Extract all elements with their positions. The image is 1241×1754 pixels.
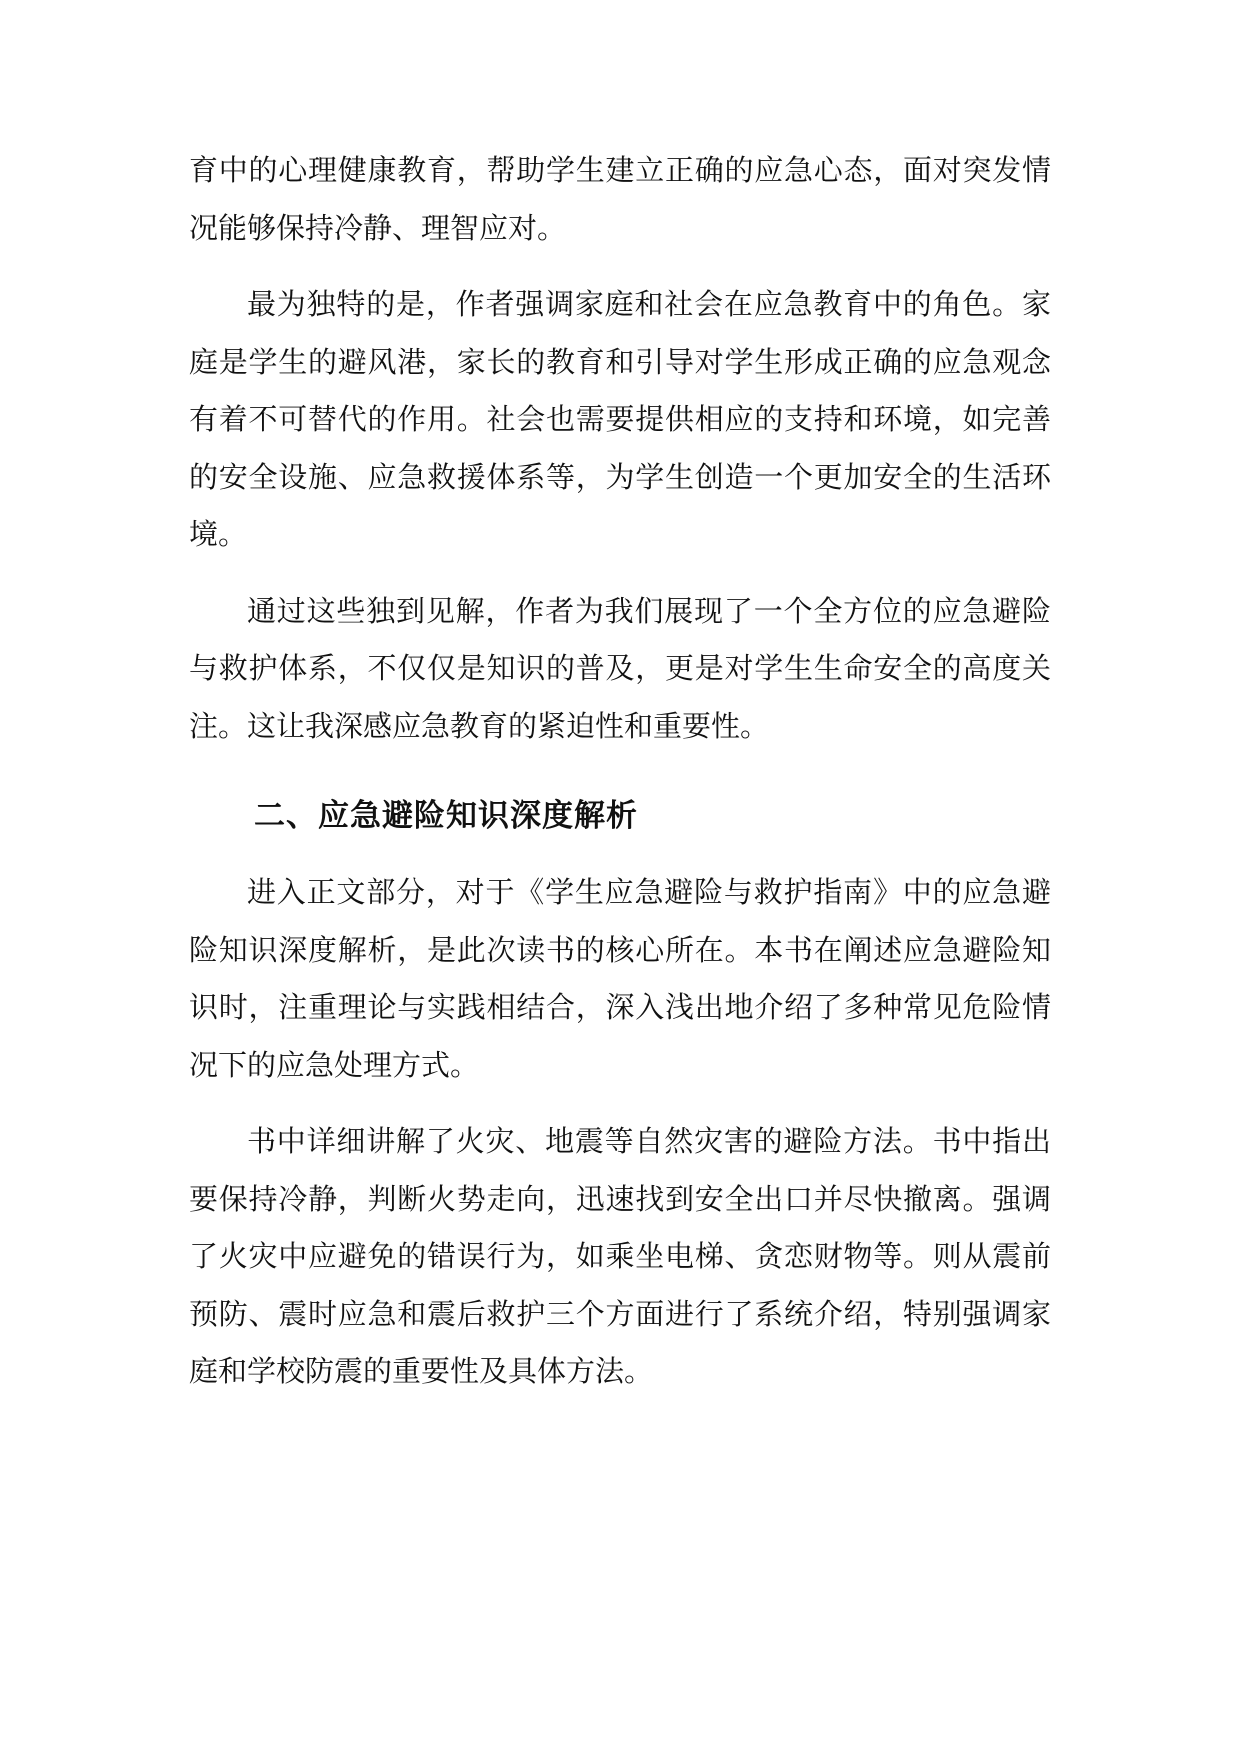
paragraph-continuation: 育中的心理健康教育，帮助学生建立正确的应急心态，面对突发情况能够保持冷静、理智应对。 [189, 153, 1051, 245]
document-body [189, 142, 1051, 1420]
paragraph-comprehensive-system: 通过这些独到见解，作者为我们展现了一个全方位的应急避险与救护体系，不仅仅是知识的普及，更是对学生生命安全的高度关注。这让我深感应急教育的紧迫性和重要性。 [189, 593, 1051, 743]
paragraph-main-text-intro: 进入正文部分，对于《学生应急避险与救护指南》中的应急避险知识深度解析，是此次读书的核心所在。本书在阐述应急避险知识时，注重理论与实践相结合，深入浅出地介绍了多种常见危险情况下的应急处理方式。 [189, 875, 1051, 1082]
paragraph-fire-earthquake: 书中详细讲解了火灾、地震等自然灾害的避险方法。书中指出要保持冷静，判断火势走向，迅速找到安全出口并尽快撤离。强调了火灾中应避免的错误行为，如乘坐电梯、贪恋财物等。则从震前预防、震时应急和震后救护三个方面进行了系统介绍，特别强调家庭和学校防震的重要性及具体方法。 [189, 1124, 1051, 1388]
section-heading: 二、应急避险知识深度解析 [254, 798, 638, 834]
paragraph-family-society-role: 最为独特的是，作者强调家庭和社会在应急教育中的角色。家庭是学生的避风港，家长的教育和引导对学生形成正确的应急观念有着不可替代的作用。社会也需要提供相应的支持和环境，如完善的安全设施、应急救援体系等，为学生创造一个更加安全的生活环境。 [189, 287, 1051, 551]
